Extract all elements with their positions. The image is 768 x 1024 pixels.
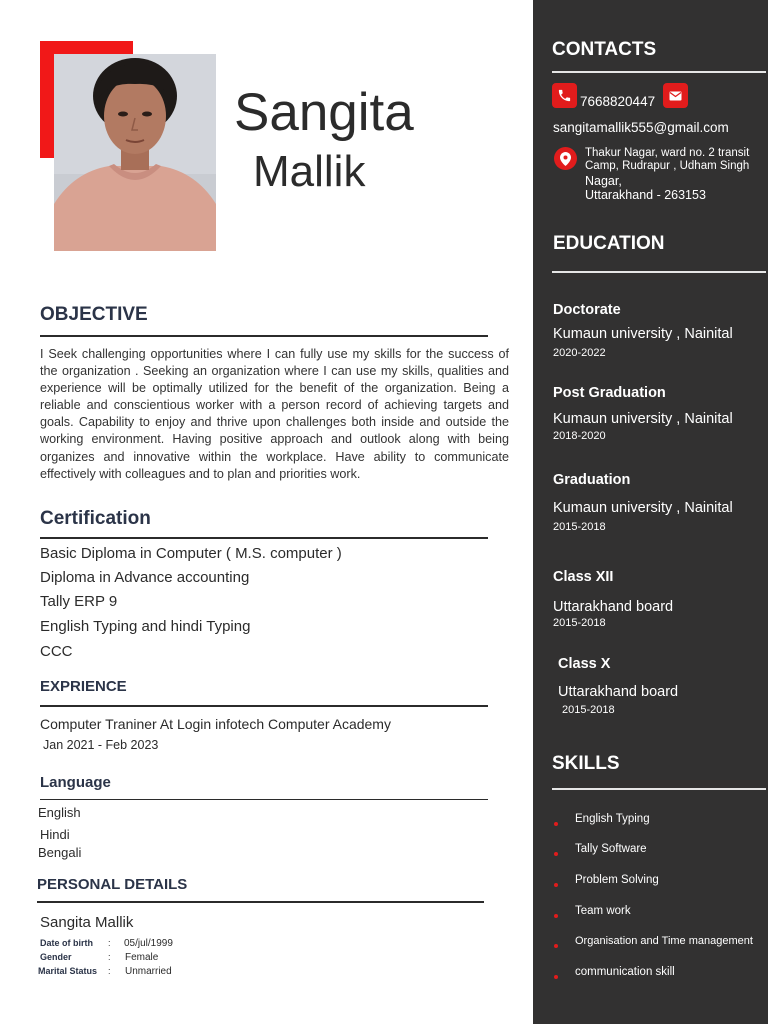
skill-item: Problem Solving (575, 874, 659, 886)
objective-heading: OBJECTIVE (40, 304, 148, 325)
gender-value: Female (125, 952, 159, 963)
gender-colon: : (108, 952, 111, 962)
education-institute: Kumaun university , Nainital (553, 326, 733, 342)
education-degree: Class X (558, 656, 611, 672)
education-years: 2015-2018 (553, 617, 606, 629)
experience-divider (40, 705, 488, 707)
objective-text: I Seek challenging opportunities where I can fully use my skills for the success of the organization . Seeking an organization where I can use my skills, qualities and experience will be optimally utilized for the benefit of the organization. Being a reliable and conscientious worker with a person record of achieving targets and goals. Capability to enjoy and thrive upon challenges both inside and outside the working environment. Having positive approach and outlook along with being organizes and innovative within the workplace. Have ability to communicate effectively with colleagues and to plan and priorities work. (40, 347, 509, 481)
language-item: Hindi (40, 827, 70, 842)
marital-status-value: Unmarried (125, 966, 172, 977)
marital-status-colon: : (108, 966, 111, 976)
address-line: Camp, Rudrapur , Udham Singh (585, 160, 750, 172)
certification-item: Diploma in Advance accounting (40, 569, 250, 586)
certification-item: English Typing and hindi Typing (40, 618, 251, 635)
education-institute: Kumaun university , Nainital (553, 500, 733, 516)
skill-bullet (554, 883, 558, 887)
skills-divider (552, 788, 766, 790)
education-degree: Class XII (553, 569, 614, 585)
address-line: Nagar, (585, 174, 622, 188)
envelope-icon (663, 83, 688, 108)
certification-divider (40, 537, 488, 539)
certification-item: Basic Diploma in Computer ( M.S. computer ) (40, 545, 342, 562)
profile-photo (54, 54, 216, 251)
education-degree: Post Graduation (553, 385, 666, 401)
education-years: 2015-2018 (553, 521, 606, 533)
experience-heading: EXPRIENCE (40, 678, 127, 695)
skill-bullet (554, 914, 558, 918)
skills-heading: SKILLS (552, 753, 620, 774)
personal-details-divider (37, 901, 484, 903)
experience-role: Computer Traniner At Login infotech Computer Academy (40, 716, 391, 732)
dob-label: Date of birth (40, 938, 93, 948)
last-name: Mallik (253, 147, 366, 196)
education-years: 2020-2022 (553, 347, 606, 359)
address-line: Uttarakhand - 263153 (585, 188, 706, 202)
gender-label: Gender (40, 952, 72, 962)
skill-item: Organisation and Time management (575, 935, 753, 947)
certification-item: Tally ERP 9 (40, 593, 118, 610)
skill-bullet (554, 822, 558, 826)
language-item: English (38, 805, 81, 820)
skill-bullet (554, 852, 558, 856)
skill-item: communication skill (575, 966, 675, 978)
skill-bullet (554, 975, 558, 979)
language-divider (40, 799, 488, 800)
dob-colon: : (108, 938, 111, 948)
profile-photo-image (54, 54, 216, 251)
education-years: 2018-2020 (553, 430, 606, 442)
education-degree: Doctorate (553, 302, 621, 318)
personal-details-heading: PERSONAL DETAILS (37, 876, 188, 893)
experience-period: Jan 2021 - Feb 2023 (43, 738, 159, 752)
personal-name: Sangita Mallik (40, 914, 134, 931)
education-heading: EDUCATION (553, 233, 665, 254)
education-institute: Kumaun university , Nainital (553, 411, 733, 427)
skill-item: Team work (575, 905, 631, 917)
language-heading: Language (40, 774, 111, 791)
education-years: 2015-2018 (562, 704, 615, 716)
language-item: Bengali (38, 845, 82, 860)
first-name: Sangita (234, 83, 414, 142)
email-address: sangitamallik555@gmail.com (553, 120, 729, 135)
phone-number: 7668820447 (580, 94, 656, 109)
skill-bullet (554, 944, 558, 948)
skill-item: English Typing (575, 813, 650, 825)
contacts-heading: CONTACTS (552, 39, 657, 60)
location-pin-icon (554, 147, 577, 170)
objective-divider (40, 335, 488, 337)
education-institute: Uttarakhand board (553, 599, 674, 615)
phone-icon (552, 83, 577, 108)
education-institute: Uttarakhand board (558, 684, 679, 700)
certification-item: CCC (40, 643, 73, 660)
certification-heading: Certification (40, 508, 151, 529)
skill-item: Tally Software (575, 843, 647, 855)
address-line: Thakur Nagar, ward no. 2 transit (585, 147, 750, 159)
education-degree: Graduation (553, 472, 631, 488)
dob-value: 05/jul/1999 (124, 938, 173, 949)
education-divider (552, 271, 766, 273)
contacts-divider (552, 71, 766, 73)
marital-status-label: Marital Status (38, 966, 98, 976)
